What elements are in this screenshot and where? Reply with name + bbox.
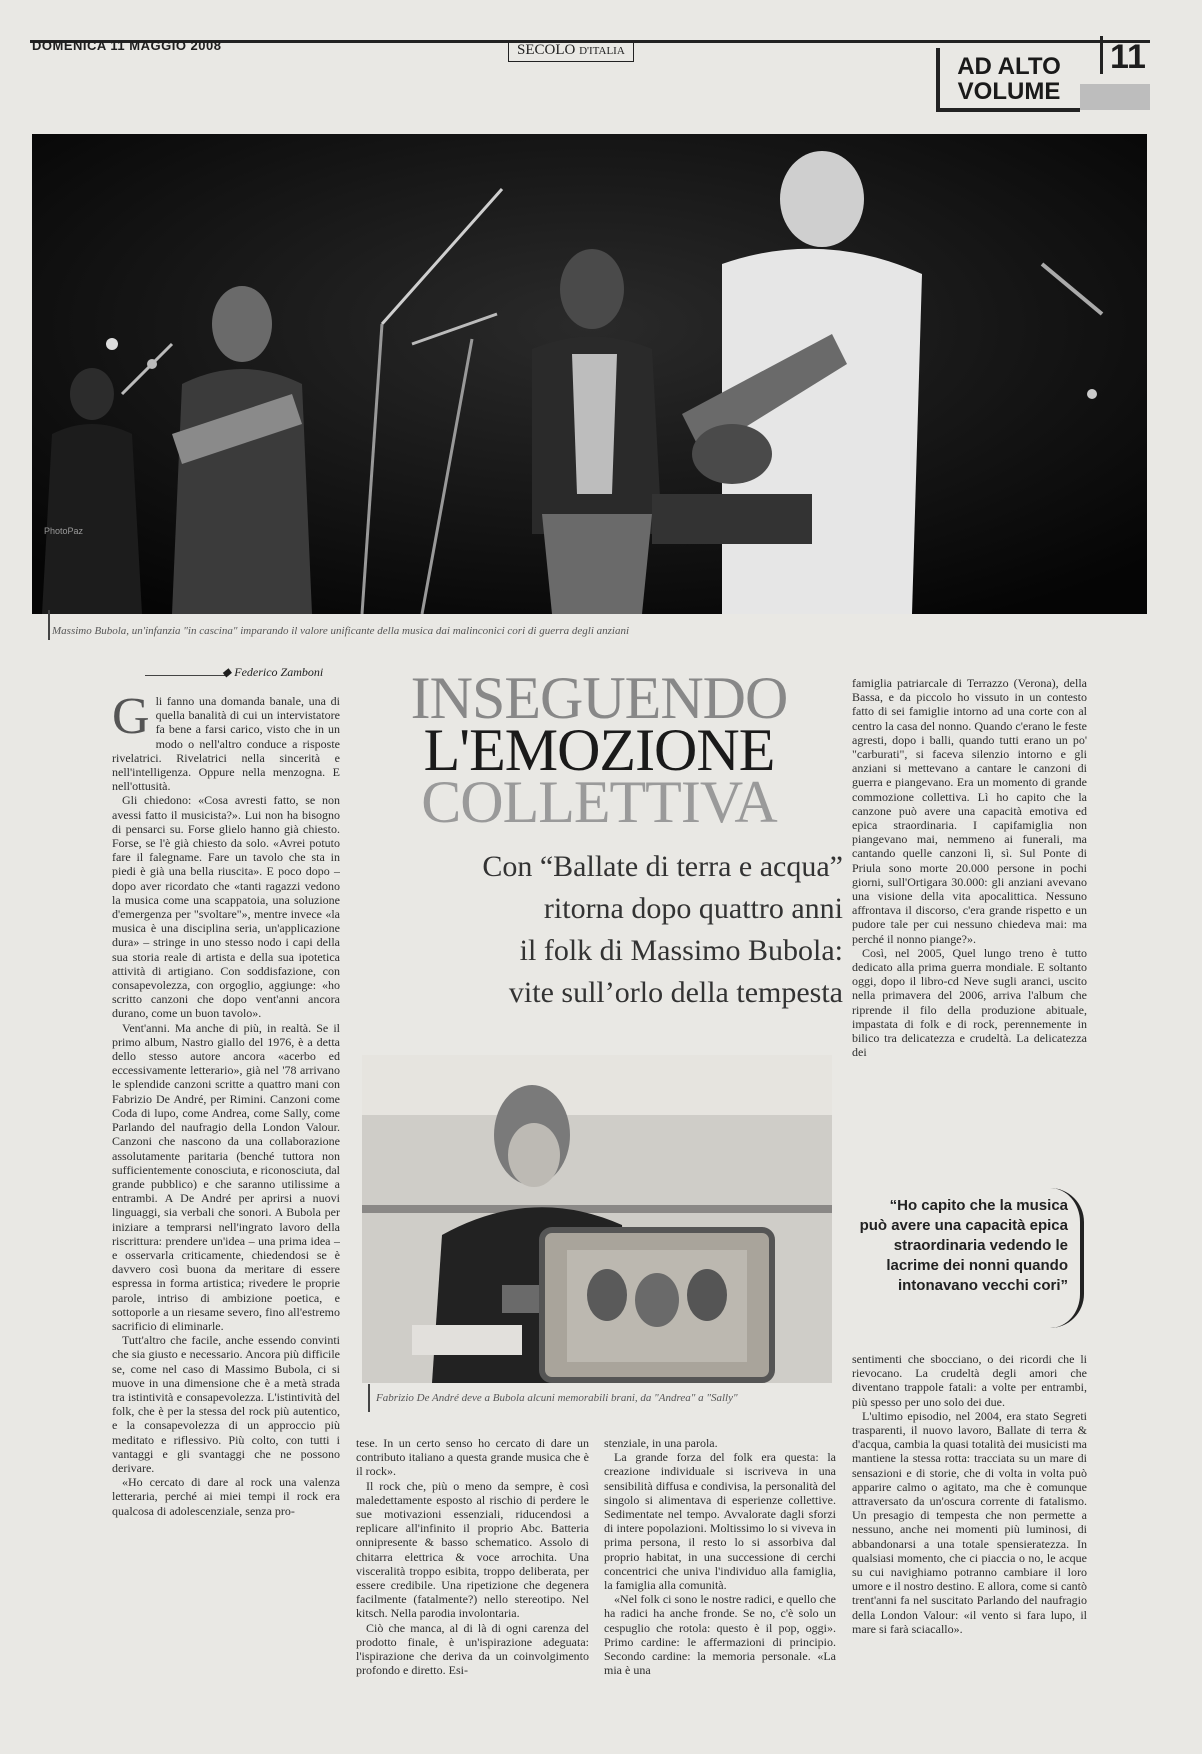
subheadline [358,846,843,1014]
col1-paragraph1: li fanno una domanda banale, una di quella banalità di cui un intervistatore fa bene a farsi carico, visto che in un modo o nell'altro conduce a risposte rivelatrici. Rivelatrici nella sincerità e nell'intelligenza. Oppure nella menzogna. E nell'ottusità. [112,694,340,794]
subheadline-line4: vite sull’orlo della tempesta [508,976,843,1009]
col3-paragraph1: stenziale, in una parola. [604,1436,718,1450]
concert-photo-drawing [32,134,1147,614]
photo-caption: Massimo Bubola, un'infanzia "in cascina" imparando il valore unificante della musica dai malinconici cori di guerra degli anziani [52,625,630,637]
masthead-name: SECOLO [517,42,576,58]
col1-paragraph5: «Ho cercato di dare al rock una valenza letteraria, perché ai miei tempi il rock era qualcosa di adolescenziale, senza pro- [112,1475,340,1518]
subheadline-line3: il folk di Massimo Bubola: [519,934,843,967]
col2-paragraph1: tese. In un certo senso ho cercato di dare un contributo italiano a questa grande musica che è il rock». [356,1436,589,1479]
headline-line3: COLLETTIVA [421,769,777,835]
article-column-2 [356,1436,589,1744]
col1-paragraph2: Gli chiedono: «Cosa avresti fatto, se non avessi fatto il musicista?». Lui non ha bisogno di pensarci su. Forse glielo hanno già chiesto. Forse, se l'è già chiesto da solo. «Avrei potuto fare il falegname. Fare un tavolo che sta in piedi è già una bella riuscita». E poco dopo – dopo aver ricordato che «tanti ragazzi vedono la musica come una scappatoia, una soluzione d'emergenza per "svoltare"», mentre invece «la musica è una disciplina seria, un'applicazione dura» – stringe in uno stesso nodo i capi della sua storia reale di artista e della sua ipotetica attività di artigiano. Con soddisfazione, con consapevolezza, con orgoglio, aggiunge: «ho scritto canzoni che dopo vent'anni ancora durano, come un buon tavolo». [112,793,340,1021]
de-andre-photo-drawing [362,1055,832,1383]
pull-quote: “Ho capito che la musica può avere una capacità epica straordinaria vedendo le lacrime dei nonni quando intonavano vecchi cori” [859,1197,1068,1294]
masthead [508,40,634,62]
article-column-1 [112,694,340,1744]
col1-paragraph3: Vent'anni. Ma anche di più, in realtà. Se il primo album, Nastro giallo del 1976, è a detta dello stesso autore ancora «acerbo ed eccessivamente letterario», già nel '78 arrivano le splendide canzoni scritte a quattro mani con Fabrizio De André, per Rimini. Canzoni come Coda di lupo, come Andrea, come Sally, come Parlando del naufragio della London Valour. Canzoni che nascono da una collaborazione assolutamente paritaria (benché tuttora non sufficientemente conosciuta, e riconosciuta, dal grande pubblico) e che saranno utilissime a entrambi. A De André per aprirsi a nuovi linguaggi, sia verbali che sonori. A Bubola per iniziare a temprarsi nell'ingrato lavoro della riscrittura: prendere un'idea – una prima idea – e osservarla criticamente, chiedendosi se è davvero così buona da meritare di essere espressa in forma artistica; rivedere le proprie parole, intriso di ambizione poetica, e sottoporle a un riesame severo, fino all'estremo sacrificio di eliminarle. [112,1020,340,1333]
headline-line2: L'EMOZIONE [423,717,775,783]
author-name: Federico Zamboni [234,665,324,679]
byline: ◆ Federico Zamboni [222,665,324,679]
page-number: 11 [1100,36,1153,74]
masthead-suffix: D'ITALIA [579,45,625,57]
col4-paragraph3: sentimenti che sbocciano, o dei ricordi che li rievocano. La crudeltà degli amori che diventano trappole fatali: a volte per entrambi, più spesso per uno solo dei due. [852,1352,1087,1409]
byline-rule [145,675,225,676]
col2-paragraph3: Ciò che manca, al di là di ogni carenza del prodotto finale, è un'ispirazione adeguata: l'ispirazione che deriva da un coinvolgimento profondo e diretto. Esi- [356,1620,589,1678]
col1-paragraph4: Tutt'altro che facile, anche essendo convinti che sia giusto e necessario. Ancora più difficile se, come nel caso di Massimo Bubola, ci si muove in una dimensione che è a metà strada tra istintività e consapevolezza. L'istintività del folk, che è per la stessa del rock più autentico, e la consapevolezza di un approccio più meditato e riflessivo. Più colto, con tutti i vantaggi e gli svantaggi che ne possono derivare. [112,1333,340,1475]
col2-paragraph2: Il rock che, più o meno da sempre, è così maledettamente esposto al rischio di perdere le sue motivazioni essenziali, riducendosi a replicare all'infinito il proprio Abc. Batteria onnipresente & basso schematico. Assolo di chitarra elettrica & voce arrochita. Una visceralità troppo esibita, troppo deliberata, per essere credibile. Una ripetizione che degenera facilmente (fatalmente?) nello stereotipo. Nel kitsch. Nella parodia involontaria. [356,1478,589,1621]
headline [358,665,840,835]
section-title [950,54,1068,104]
caption2-rule [368,1384,370,1412]
section-title-line1: AD ALTO [957,53,1061,80]
subheadline-line1: Con “Ballate di terra e acqua” [482,850,843,883]
svg-text:PhotoPaz: PhotoPaz [44,526,84,536]
section-title-line2: VOLUME [957,78,1061,105]
dropcap: G [112,694,150,745]
article-column-4-top [852,676,1087,1156]
photo2-caption: Fabrizio De André deve a Bubola alcuni memorabili brani, da "Andrea" a "Sally" [376,1392,738,1404]
de-andre-photo [362,1055,832,1383]
col4-paragraph1: famiglia patriarcale di Terrazzo (Verona), della Bassa, e da piccolo ho vissuto in un contesto fatto di sei famiglie intorno ad una corte con al centro la casa del nonno. Quando c'erano le feste agresti, dopo i balli, quando tutti erano un po' "carburati", si faceva silenzio intorno e gli anziani si mettevano a cantare le canzoni di guerra e piangevano. Era un momento di grande commozione collettiva. Lì ho capito che la canzone può avere una capacità emotiva ed epica straordinaria. I capifamiglia non piangevano mai, nemmeno ai funerali, ma cantando quelle canzoni lì, sì. Sul Ponte di Priula sono morte 20.000 persone in pochi giorni, sull'Ortigara 30.000: gli anziani avevano una visione della vita apocalittica. Nessuno affrontava il discorso, c'era grande rispetto e un pudore tale per cui nessuno chiedeva mai: ma perché il nonno piange?». [852,676,1087,946]
col3-paragraph3: «Nel folk ci sono le nostre radici, e quello che ha radici ha anche fronde. Se no, c'è solo un cespuglio che rotola: questo è il pop, oggi». Primo cardine: le affermazioni di principio. Secondo cardine: la memoria personale. «La mia è una [604,1592,836,1678]
col3-paragraph2: La grande forza del folk era questa: la creazione individuale si iscriveva in una sensibilità diffusa e condivisa, la personalità del singolo si alimentava di esperienze collettive. Sedimentate nel tempo. Avvalorate dagli sforzi di intere popolazioni. Moltissimo lo si viveva in prima persona, il resto lo si assorbiva dal proprio habitat, in una successione di cerchi concentrici che univa l'individuo alla famiglia, la famiglia alla comunità. [604,1450,836,1593]
concert-photo [32,134,1147,614]
issue-date: DOMENICA 11 MAGGIO 2008 [32,38,222,53]
subheadline-line2: ritorna dopo quattro anni [543,892,843,925]
header-gray-band [1080,84,1150,110]
article-column-3 [604,1436,836,1744]
col4-paragraph2: Così, nel 2005, Quel lungo treno è tutto dedicato alla prima guerra mondiale. E soltanto oggi, dopo il libro-cd Neve sugli aranci, uscito nella primavera del 2006, arriva l'album che riprende il filo della produzione abituale, impastata di folk e di rock, perennemente in bilico tra delicatezza e crudeltà. La delicatezza dei [852,945,1087,1060]
article-column-4-bottom [852,1352,1087,1744]
col4-paragraph4: L'ultimo episodio, nel 2004, era stato Segreti trasparenti, il nuovo lavoro, Ballate di terra & d'acqua, cambia la quasi totalità dei musicisti ma mantiene la stessa rotta: tracciata su un mare di sensazioni e di storie, che di volta in volta può apparire calmo o agitato, ma che è comunque attraversato da un'oscura corrente di fatalismo. Un presagio di tempesta che non permette a nessuno, anche nei momenti più luminosi, di abbandonarsi a una totale spensieratezza. In qualsiasi momento, che ci piaccia o no, le acque su cui navighiamo potranno cambiare il loro umore e il nostro destino. E allora, come si cantò trent'anni fa nel suscitato Parlando del naufragio della London Valour: «il vento si fara lupo, il mare si farà sciacallo». [852,1408,1087,1636]
caption-rule [48,610,50,640]
headline-line1: INSEGUENDO [410,665,788,731]
